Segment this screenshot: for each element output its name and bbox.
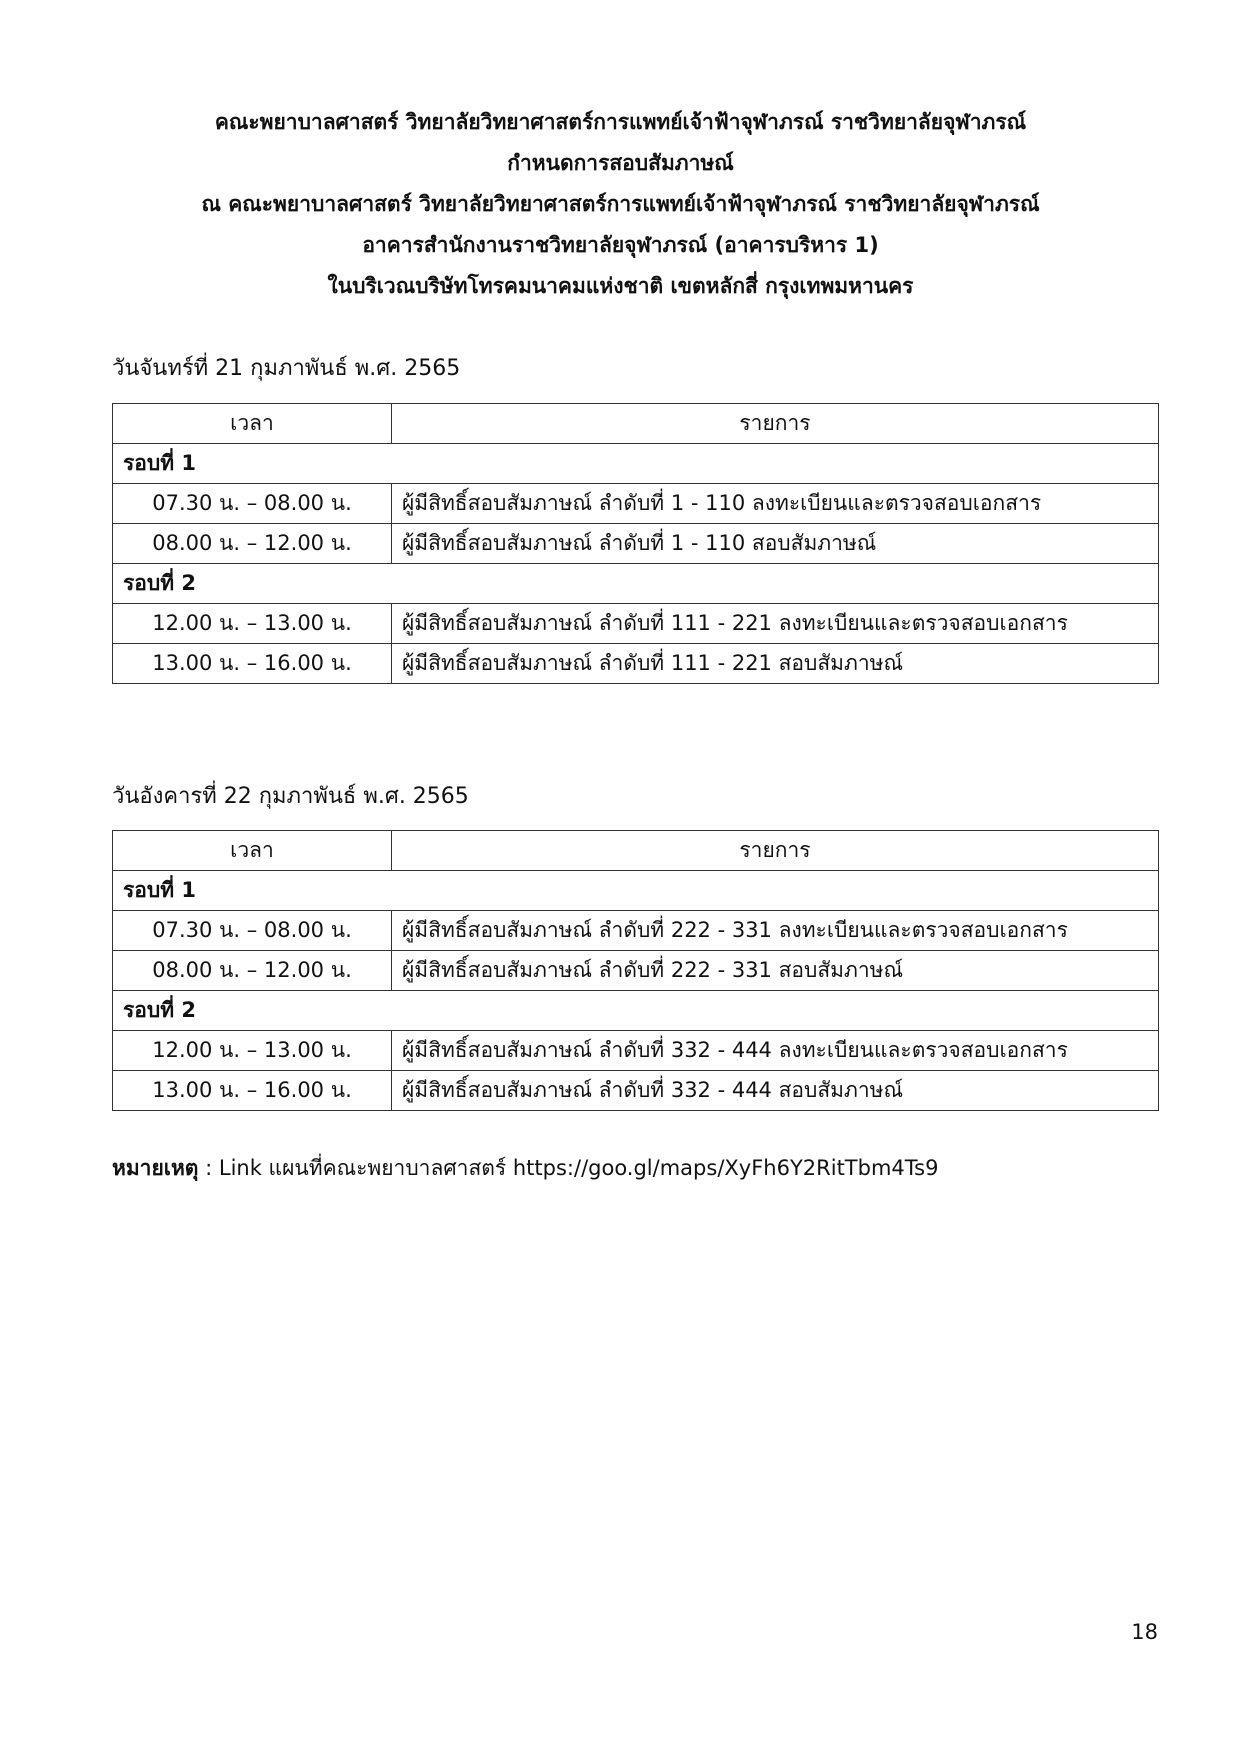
- schedule-table: [112, 403, 1159, 684]
- table-row: 07.30 น. – 08.00 น. ผู้มีสิทธิ์สอบสัมภาษณ์ ลำดับที่ 1 - 110 ลงทะเบียนและตรวจสอบเอกสาร: [113, 484, 1159, 524]
- round-row: รอบที่ 1: [113, 444, 1159, 484]
- table-row: 07.30 น. – 08.00 น. ผู้มีสิทธิ์สอบสัมภาษณ์ ลำดับที่ 222 - 331 ลงทะเบียนและตรวจสอบเอกสาร: [113, 911, 1159, 951]
- table-row: 12.00 น. – 13.00 น. ผู้มีสิทธิ์สอบสัมภาษณ์ ลำดับที่ 332 - 444 ลงทะเบียนและตรวจสอบเอกสาร: [113, 1031, 1159, 1071]
- document-header: [0, 102, 1241, 307]
- note-label: หมายเหตุ: [112, 1156, 199, 1180]
- round-row: รอบที่ 2: [113, 991, 1159, 1031]
- map-link[interactable]: https://goo.gl/maps/XyFh6Y2RitTbm4Ts9: [512, 1156, 939, 1180]
- note-text: : Link แผนที่คณะพยาบาลศาสตร์: [198, 1156, 513, 1180]
- day-title: วันจันทร์ที่ 21 กุมภาพันธ์ พ.ศ. 2565: [112, 356, 461, 381]
- header-line: ในบริเวณบริษัทโทรคมนาคมแห่งชาติ เขตหลักสี่ กรุงเทพมหานคร: [327, 274, 914, 298]
- table-row: 13.00 น. – 16.00 น. ผู้มีสิทธิ์สอบสัมภาษณ์ ลำดับที่ 111 - 221 สอบสัมภาษณ์: [113, 644, 1159, 684]
- header-line: คณะพยาบาลศาสตร์ วิทยาลัยวิทยาศาสตร์การแพทย์เจ้าฟ้าจุฬาภรณ์ ราชวิทยาลัยจุฬาภรณ์: [214, 110, 1027, 134]
- table-row: 13.00 น. – 16.00 น. ผู้มีสิทธิ์สอบสัมภาษณ์ ลำดับที่ 332 - 444 สอบสัมภาษณ์: [113, 1071, 1159, 1111]
- header-line: ณ คณะพยาบาลศาสตร์ วิทยาลัยวิทยาศาสตร์การแพทย์เจ้าฟ้าจุฬาภรณ์ ราชวิทยาลัยจุฬาภรณ์: [201, 192, 1040, 216]
- page-number: 18: [1131, 1620, 1158, 1644]
- table-header-row: [113, 831, 1159, 871]
- table-row: 08.00 น. – 12.00 น. ผู้มีสิทธิ์สอบสัมภาษณ์ ลำดับที่ 222 - 331 สอบสัมภาษณ์: [113, 951, 1159, 991]
- table-row: 08.00 น. – 12.00 น. ผู้มีสิทธิ์สอบสัมภาษณ์ ลำดับที่ 1 - 110 สอบสัมภาษณ์: [113, 524, 1159, 564]
- column-header-time: เวลา: [113, 831, 392, 871]
- round-row: รอบที่ 2: [113, 564, 1159, 604]
- table-header-row: [113, 404, 1159, 444]
- column-header-item: รายการ: [392, 831, 1159, 871]
- schedule-table: [112, 830, 1159, 1111]
- table-row: 12.00 น. – 13.00 น. ผู้มีสิทธิ์สอบสัมภาษณ์ ลำดับที่ 111 - 221 ลงทะเบียนและตรวจสอบเอกสาร: [113, 604, 1159, 644]
- header-line: กำหนดการสอบสัมภาษณ์: [507, 151, 734, 175]
- round-row: รอบที่ 1: [113, 871, 1159, 911]
- note: [112, 1152, 938, 1185]
- day-title: วันอังคารที่ 22 กุมภาพันธ์ พ.ศ. 2565: [112, 784, 469, 809]
- column-header-item: รายการ: [392, 404, 1159, 444]
- column-header-time: เวลา: [113, 404, 392, 444]
- header-line: อาคารสำนักงานราชวิทยาลัยจุฬาภรณ์ (อาคารบริหาร 1): [362, 233, 879, 257]
